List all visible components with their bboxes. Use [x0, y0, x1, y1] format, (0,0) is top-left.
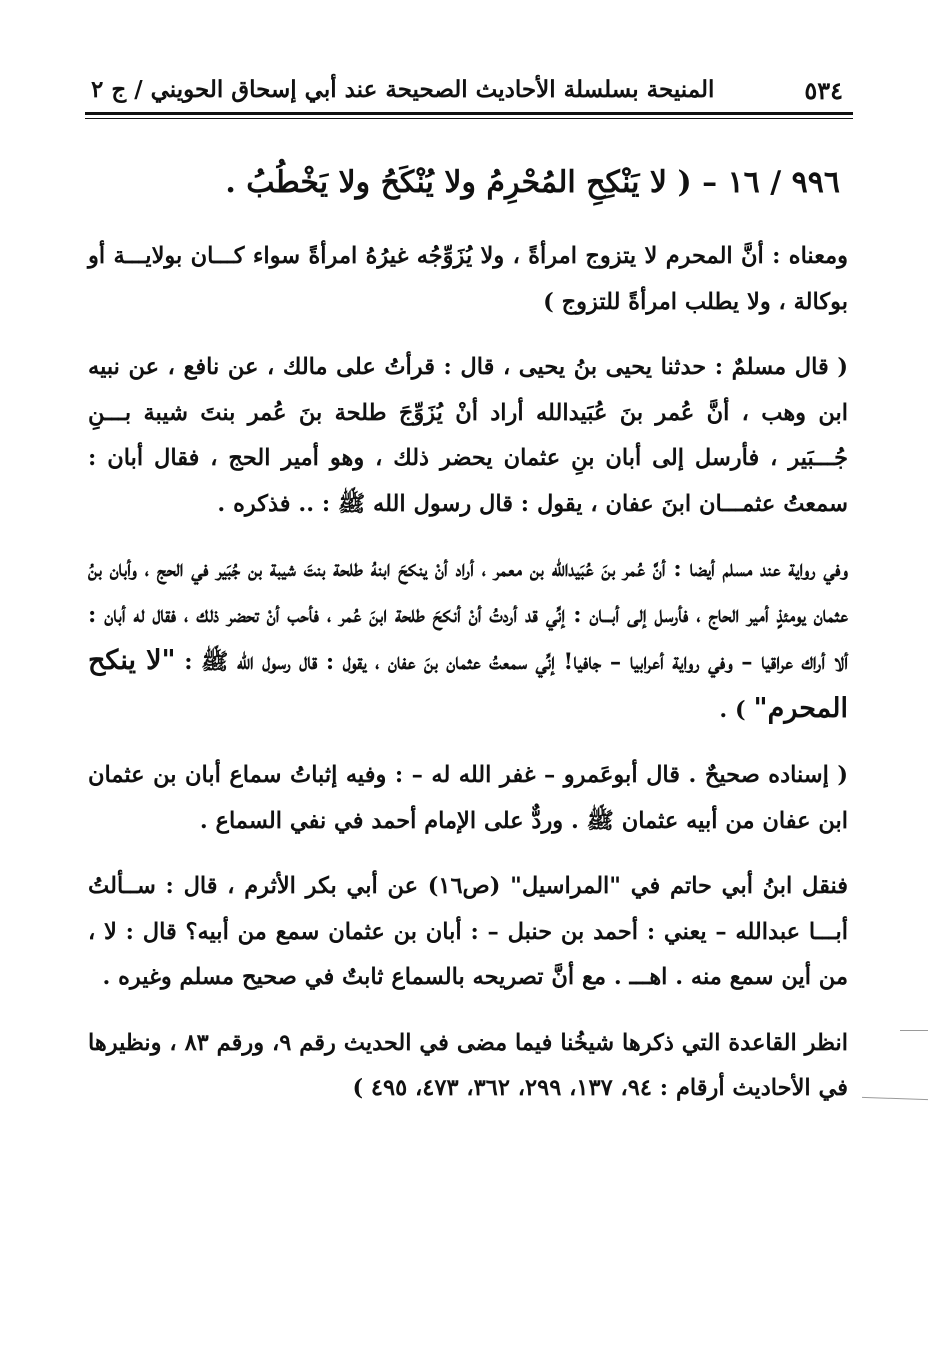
prophetic-quote: "لا ينكح المحرم" — [88, 645, 848, 724]
margin-mark — [900, 1030, 928, 1031]
page-body — [88, 160, 848, 1132]
maraseel-paragraph: فنقل ابنُ أبي حاتم في "المراسيل" (ص١٦) عن أبي بكر الأثرم ، قال : ســألتُ أبـــا عبدالله – يعني : أحمد بن حنبل – : أبان بن عثمان سمع من أبيه؟ قال : لا ، من أين سمع منه . اهـــ . مع أنَّ تصريحه بالسماع ثابتٌ في صحيح مسلم وغيره . — [88, 873, 848, 990]
isnad-paragraph: ( قال مسلمٌ : حدثنا يحيى بنُ يحيى ، قال : قرأتُ على مالك ، عن نافع ، عن نبيه ابن وهب ، أنَّ عُمر بنَ عُبَيدالله أراد أنْ يُزَوِّجَ طلحة بنَ عُمر بنتَ شيبة بـــنِ جُـــبَير ، فأرسل إلى أبان بنِ عثمان يحضر ذلك ، وهو أمير الحج ، فقال أبان : سمعتُ عثمـــان ابنَ عفان ، يقول : قال رسول الله ﷺ : .. فذكره . — [88, 354, 848, 517]
page-header — [85, 72, 853, 108]
running-title: المنيحة بسلسلة الأحاديث الصحيحة عند أبي إسحاق الحويني / ج ٢ — [91, 76, 715, 103]
cross-reference-paragraph: انظر القاعدة التي ذكرها شيخُنا فيما مضى في الحديث رقم ٩، ورقم ٨٣ ، ونظيرها في الأحاديث أرقام : ٩٤، ١٣٧، ٢٩٩، ٣٦٢، ٤٧٣، ٤٩٥ ) — [88, 1029, 848, 1101]
header-rule-thick — [85, 112, 853, 115]
meaning-paragraph: ومعناه : أنَّ المحرم لا يتزوج امرأةً ، ولا يُزَوِّجُه غيرُهُ امرأةً سواء كـــان بولايـــة أو بوكالة ، ولا يطلب امرأةً للتزوج ) — [88, 243, 848, 315]
narration-closing: ) . — [719, 696, 746, 723]
muslim-narration-paragraph — [88, 547, 848, 733]
hadith-heading: ٩٩٦ / ١٦ – ( لا يَنْكِحِ المُحْرِمُ ولا يُنْكَحُ ولا يَخْطُبُ . — [225, 165, 840, 200]
narration-text: وفي رواية عند مسلم أيضا : أنَّ عُمر بنَ عُبَيدالله بن معمر ، أراد أنْ ينكحَ ابنهُ طلحة بنتَ شيبة بن جُبَير في الحج ، وأبان بنُ عثمان يومئذٍ أمير الحاج ، فأرسل إلى أبـــان : إنِّي قد أردتُ أنْ أنكحَ طلحة ابنَ عُمر ، فأحب أنْ تحضر ذلك ، فقال له أبان : ألا أراك عراقيا – وفي رواية أعرابيا – جافيا! إنِّي سمعتُ عثمان بنَ عفان ، يقول : قال رسول الله ﷺ : — [88, 556, 848, 675]
header-rule-thin — [85, 118, 853, 119]
grading-paragraph: ( إسناده صحيحٌ . قال أبوعَمرو – غفر الله له – : وفيه إثباتُ سماع أبان بن عثمان ابن عفان من أبيه عثمان ﷺ . وردٌّ على الإمام أحمد في نفي السماع . — [88, 762, 848, 834]
margin-mark — [862, 1097, 928, 1100]
page-number: ٥٣٤ — [804, 76, 843, 105]
